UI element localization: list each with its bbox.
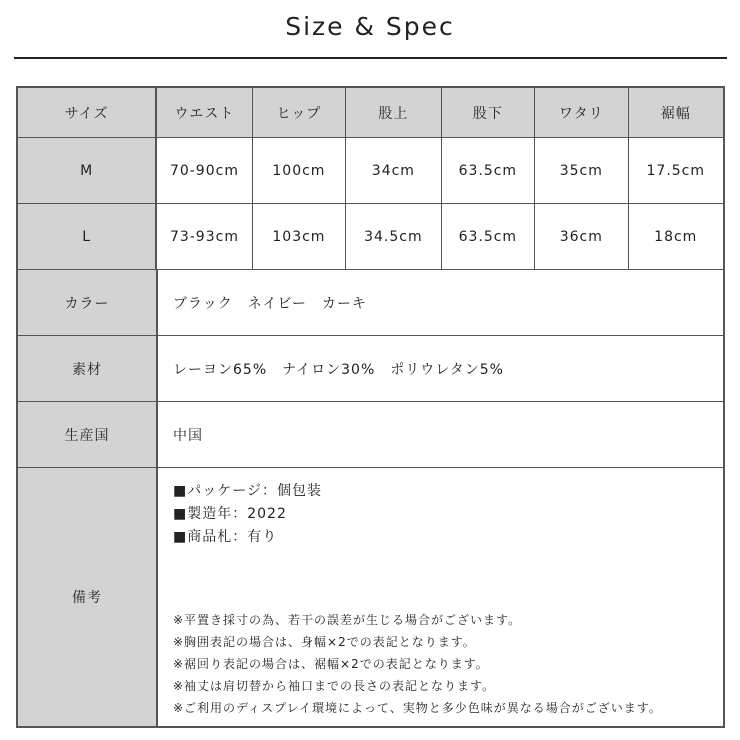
cell-rise: 34cm xyxy=(346,138,441,204)
color-value: ブラック ネイビー カーキ xyxy=(158,270,723,336)
color-row xyxy=(18,270,723,336)
remark-hem: ※裾回り表記の場合は、裾幅×2での表記となります。 xyxy=(173,657,489,671)
remark-measurement: ※平置き採寸の為、若干の誤差が生じる場合がございます。 xyxy=(173,613,522,627)
header-rise: 股上 xyxy=(346,88,441,138)
cell-rise: 34.5cm xyxy=(346,204,441,270)
notes-row xyxy=(18,468,723,726)
spec-sheet xyxy=(16,86,725,728)
cell-thigh: 36cm xyxy=(535,204,628,270)
remarks-list xyxy=(173,609,662,719)
origin-row xyxy=(18,402,723,468)
remark-chest: ※胸囲表記の場合は、身幅×2での表記となります。 xyxy=(173,635,476,649)
note-product-tag: ■商品札：有り xyxy=(173,529,278,545)
size-label-l: L xyxy=(18,204,157,270)
spec-row-l xyxy=(18,204,723,270)
cell-hip: 100cm xyxy=(253,138,346,204)
cell-waist: 73-93cm xyxy=(157,204,252,270)
origin-value: 中国 xyxy=(158,402,723,468)
note-package: ■パッケージ：個包装 xyxy=(173,483,322,499)
notes-label: 備考 xyxy=(18,468,158,726)
cell-hem-width: 18cm xyxy=(629,204,723,270)
page-title: Size & Spec xyxy=(285,12,455,41)
cell-thigh: 35cm xyxy=(535,138,628,204)
cell-hem-width: 17.5cm xyxy=(629,138,723,204)
spec-row-m xyxy=(18,138,723,204)
color-label: カラー xyxy=(18,270,158,336)
header-inseam: 股下 xyxy=(442,88,535,138)
size-label-m: M xyxy=(18,138,157,204)
header-hem-width: 裾幅 xyxy=(629,88,723,138)
spec-header-row xyxy=(18,88,723,138)
header-hip: ヒップ xyxy=(253,88,346,138)
header-size: サイズ xyxy=(18,88,157,138)
cell-inseam: 63.5cm xyxy=(442,204,535,270)
origin-label: 生産国 xyxy=(18,402,158,468)
cell-waist: 70-90cm xyxy=(157,138,252,204)
note-manufacture-year: ■製造年：2022 xyxy=(173,506,287,522)
title-divider xyxy=(14,57,727,59)
cell-hip: 103cm xyxy=(253,204,346,270)
header-thigh: ワタリ xyxy=(535,88,628,138)
remark-display-color: ※ご利用のディスプレイ環境によって、実物と多少色味が異なる場合がございます。 xyxy=(173,701,662,715)
header-waist: ウエスト xyxy=(157,88,252,138)
remark-sleeve: ※袖丈は肩切替から袖口までの長さの表記となります。 xyxy=(173,679,496,693)
material-label: 素材 xyxy=(18,336,158,402)
cell-inseam: 63.5cm xyxy=(442,138,535,204)
notes-content xyxy=(158,468,723,726)
material-value: レーヨン65% ナイロン30% ポリウレタン5% xyxy=(158,336,723,402)
material-row xyxy=(18,336,723,402)
